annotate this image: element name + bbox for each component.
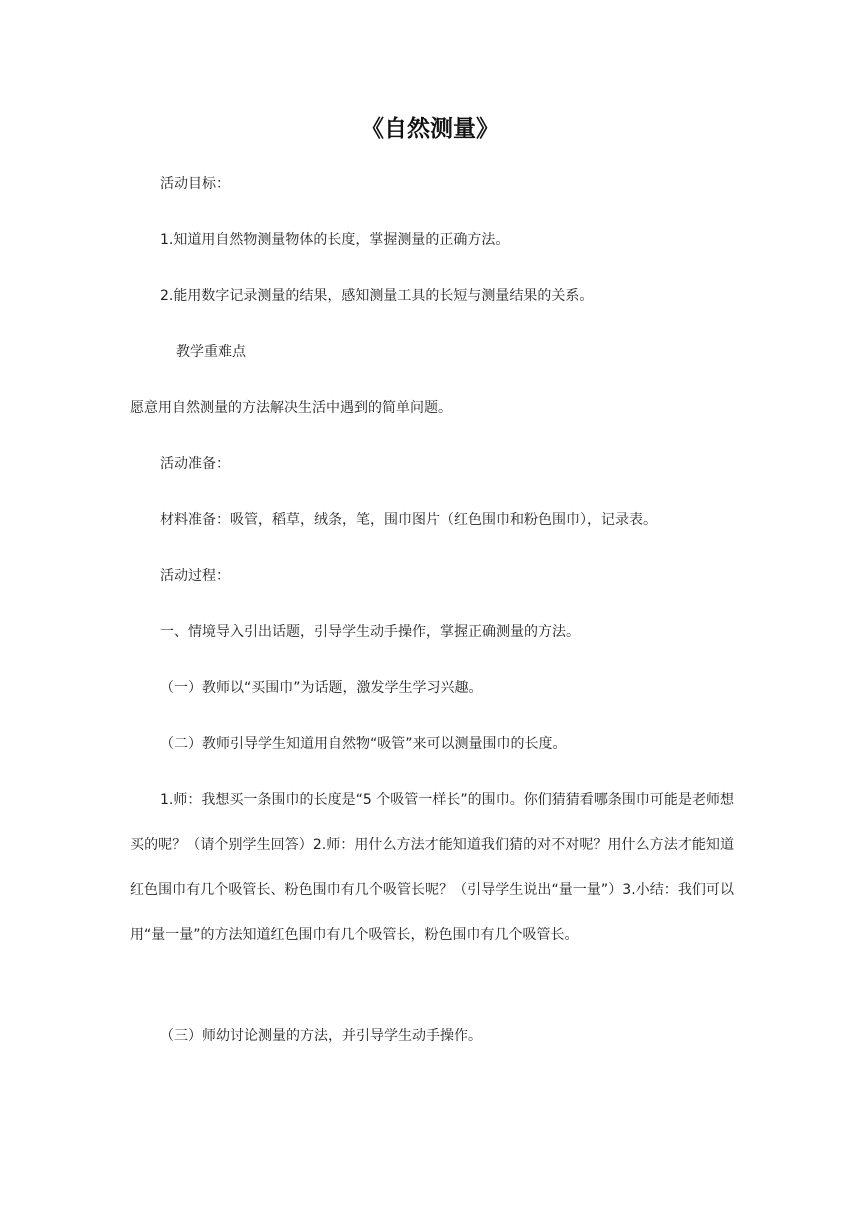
process-step-1: 一、情境导入引出话题，引导学生动手操作，掌握正确测量的方法。 [160, 624, 580, 640]
process-substep-3: （三）师幼讨论测量的方法，并引导学生动手操作。 [160, 1028, 482, 1044]
materials-text: 材料准备：吸管，稻草，绒条，笔，围巾图片（红色围巾和粉色围巾），记录表。 [160, 512, 657, 528]
process-substep-1: （一）教师以“买围巾”为话题，激发学生学习兴趣。 [160, 680, 483, 696]
document-title: 《自然测量》 [361, 116, 499, 142]
goal-item-1: 1.知道用自然物测量物体的长度，掌握测量的正确方法。 [160, 232, 510, 248]
process-substep-2: （二）教师引导学生知道用自然物“吸管”来可以测量围巾的长度。 [160, 736, 567, 752]
section-heading-key-points: 教学重难点 [176, 344, 246, 360]
section-heading-process: 活动过程： [160, 568, 230, 584]
goal-item-2: 2.能用数字记录测量的结果，感知测量工具的长短与测量结果的关系。 [160, 288, 594, 304]
section-heading-goals: 活动目标： [160, 176, 230, 192]
key-point-text: 愿意用自然测量的方法解决生活中遇到的简单问题。 [130, 400, 452, 416]
dialogue-paragraph: 1.师：我想买一条围巾的长度是“5 个吸管一样长”的围巾。你们猜猜看哪条围巾可能是老师想买的呢？（请个别学生回答）2.师：用什么方法才能知道我们猜的对不对呢？用什么方法才能知道红色围巾有几个吸管长、粉色围巾有几个吸管长呢？（引导学生说出“量一量”）3.小结：我们可以用“量一量”的方法知道红色围巾有几个吸管长，粉色围巾有几个吸管长。 [130, 792, 734, 943]
section-heading-preparation: 活动准备： [160, 456, 230, 472]
